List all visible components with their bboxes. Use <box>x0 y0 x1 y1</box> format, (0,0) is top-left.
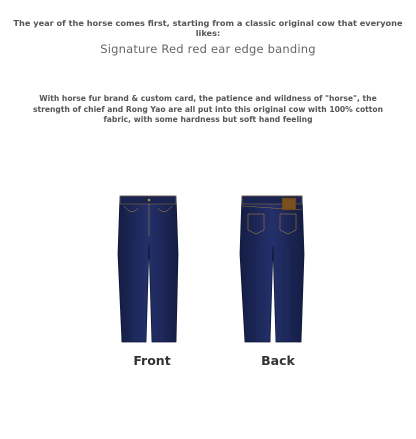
description: With horse fur brand & custom card, the patience and wildness of "horse", the strength of chief and Rong Yao are all put into this original cow with 100% cotton fabric, with some hardness but soft hand feeling <box>32 94 384 124</box>
leather-patch <box>282 198 296 210</box>
intro-text: The year of the horse comes first, starting from a classic original cow that everyone likes: <box>13 18 403 38</box>
back-label: Back <box>261 353 295 368</box>
front-jeans-image <box>116 194 180 346</box>
subtitle: Signature Red red ear edge banding <box>100 42 316 56</box>
back-jeans-image <box>238 194 306 346</box>
front-label: Front <box>133 353 171 368</box>
